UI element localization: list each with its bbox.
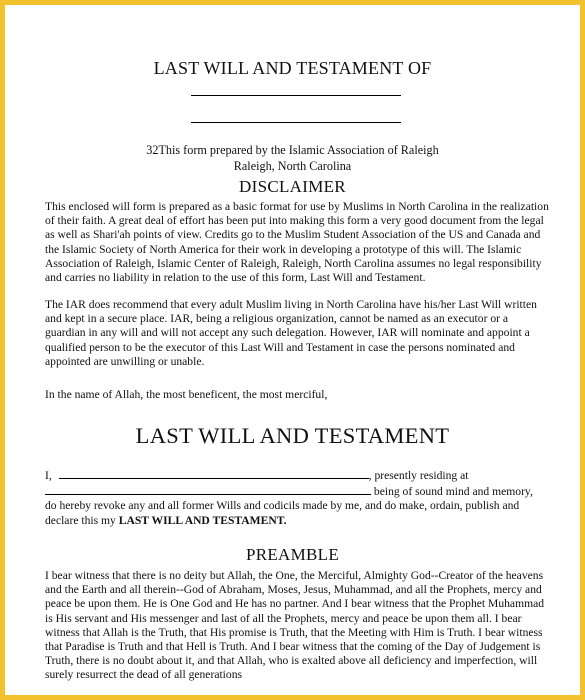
invocation-text: In the name of Allah, the most beneficent, the most merciful, [45, 388, 328, 401]
disclaimer-paragraph-1: This enclosed will form is prepared as a basic format for use by Muslims in North Carolina in the realization of their faith. A great deal of effort has been put into making this form a very good document from the legal as well as Shari'ah points of view. Credits go to the Muslim Student Association of the US and Canada and the Islamic Society of North America for their work in developing a prototype of this will. The Islamic Association of Raleigh, Islamic Center of Raleigh, Raleigh, North Carolina assumes no legal responsibility and carries no liability in relation to the use of this form, Last Will and Testament. [45, 200, 549, 285]
disclaimer-heading: DISCLAIMER [239, 177, 346, 196]
declare-bold-text: LAST WILL AND TESTAMENT. [118, 513, 287, 527]
declare-text: declare this my [45, 513, 116, 527]
preamble-paragraph: I bear witness that there is no deity but Allah, the One, the Merciful, Almighty God--Creator of the heavens and the Earth and all therein--God of Abraham, Moses, Jesus, Muhammad, and all the Prophets, mercy and peace be upon them. He is One God and He has no partner. And I bear witness that the Prophet Muhammad is His servant and His messenger and last of all the Prophets, mercy and peace be upon them all. I bear witness that Allah is the Truth, that His promise is Truth, that the Meeting with Him is Truth. I bear witness that Paradise is Truth and that Hell is Truth. And I bear witness that the coming of the Day of Judgement is Truth, there is no doubt about it, and that Allah, who is exalted above all deficiency and imperfection, will surely resurrect the dead of all generations [45, 569, 545, 682]
address-blank [45, 484, 371, 495]
disclaimer-paragraph-2: The IAR does recommend that every adult Muslim living in North Carolina have his/her Last Will written and kept in a secure place. IAR, being a religious organization, cannot be named as an executor or a guardian in any will and will not accept any such delegation. However, IAR will nominate and appoint a qualified person to be the executor of this Last Will and Testament in case the persons nominated and appointed are unwilling or unable. [45, 298, 537, 368]
declaration-line-3: do hereby revoke any and all former Wills and codicils made by me, and do make, ordain, publish and [45, 499, 520, 512]
prepared-by-line: 32This form prepared by the Islamic Association of Raleigh [146, 143, 439, 157]
name-blank [59, 468, 369, 479]
testator-name-blank [191, 95, 401, 96]
sound-mind-text: being of sound mind and memory, [373, 484, 533, 498]
main-title: LAST WILL AND TESTAMENT [135, 423, 450, 448]
declaration-prefix: I, [45, 469, 52, 482]
declaration-line-4 [45, 514, 551, 529]
preamble-heading: PREAMBLE [245, 545, 340, 564]
declaration-line-2 [45, 484, 551, 500]
document-page [5, 5, 580, 695]
residing-text: , presently residing at [368, 469, 469, 482]
testator-name-blank-2 [191, 122, 401, 123]
declaration-line-1 [45, 468, 551, 484]
prepared-by-block [5, 142, 580, 174]
prepared-location-line: Raleigh, North Carolina [233, 159, 352, 173]
document-title: LAST WILL AND TESTAMENT OF [153, 58, 432, 78]
declaration-block [45, 468, 551, 528]
